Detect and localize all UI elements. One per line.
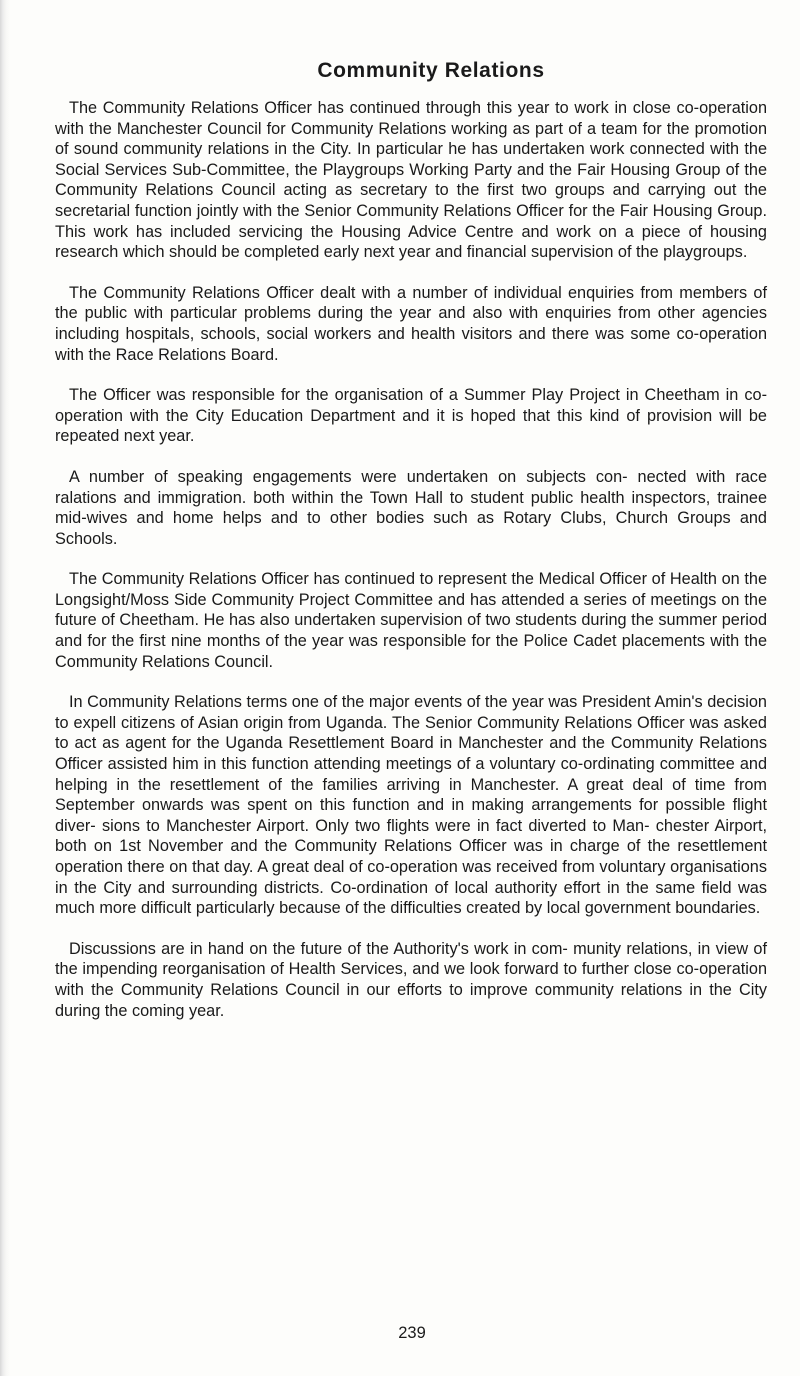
paragraph: Discussions are in hand on the future of the Authority's work in com- munity relations, in view of the impending reorganisation of Health Services, and we look forward to further close co-operation with the Community Relations Council in our efforts to improve community relations in the City during the coming year. [55, 939, 767, 1020]
paragraph: In Community Relations terms one of the major events of the year was President Amin's decision to expell citizens of Asian origin from Uganda. The Senior Community Relations Officer was asked to act as agent for the Uganda Resettlement Board in Manchester and the Community Relations Officer assisted him in this function attending meetings of a voluntary co-ordinating committee and helping in the resettlement of the families arriving in Manchester. A great deal of time from September onwards was spent on this function and in making arrangements for possible flight diver- sions to Manchester Airport. Only two flights were in fact diverted to Man- chester Airport, both on 1st November and the Community Relations Officer was in charge of the resettlement operation there on that day. A great deal of co-operation was received from voluntary organisations in the City and surrounding districts. Co-ordination of local authority effort in the same field was much more difficult particularly because of the difficulties created by local government boundaries. [55, 693, 767, 918]
section-title: Community Relations [317, 59, 545, 82]
paragraph: The Officer was responsible for the organisation of a Summer Play Project in Cheetham in co-operation with the City Education Department and it is hoped that this kind of provision will be repeated next year. [55, 386, 767, 446]
binding-edge [0, 0, 10, 1376]
paragraph: The Community Relations Officer dealt with a number of individual enquiries from members of the public with particular problems during the year and also with enquiries from other agencies including hospitals, schools, social workers and health visitors and there was some co-operation with the Race Relations Board. [55, 283, 767, 364]
paragraph: A number of speaking engagements were undertaken on subjects con- nected with race ralations and immigration. both within the Town Hall to student public health inspectors, trainee mid-wives and home helps and to other bodies such as Rotary Clubs, Church Groups and Schools. [55, 467, 767, 548]
page-number: 239 [398, 1324, 426, 1342]
document-body [55, 58, 767, 1041]
paragraph: The Community Relations Officer has continued through this year to work in close co-operation with the Manchester Council for Community Relations working as part of a team for the promotion of sound community relations in the City. In particular he has undertaken work connected with the Social Services Sub-Committee, the Playgroups Working Party and the Fair Housing Group of the Community Relations Council acting as secretary to the first two groups and carrying out the secretarial function jointly with the Senior Community Relations Officer for the Fair Housing Group. This work has included servicing the Housing Advice Centre and work on a piece of housing research which should be completed early next year and financial supervision of the playgroups. [55, 99, 767, 262]
paragraph: The Community Relations Officer has continued to represent the Medical Officer of Health on the Longsight/Moss Side Community Project Committee and has attended a series of meetings on the future of Cheetham. He has also undertaken supervision of two students during the summer period and for the first nine months of the year was responsible for the Police Cadet placements with the Community Relations Council. [55, 570, 767, 671]
